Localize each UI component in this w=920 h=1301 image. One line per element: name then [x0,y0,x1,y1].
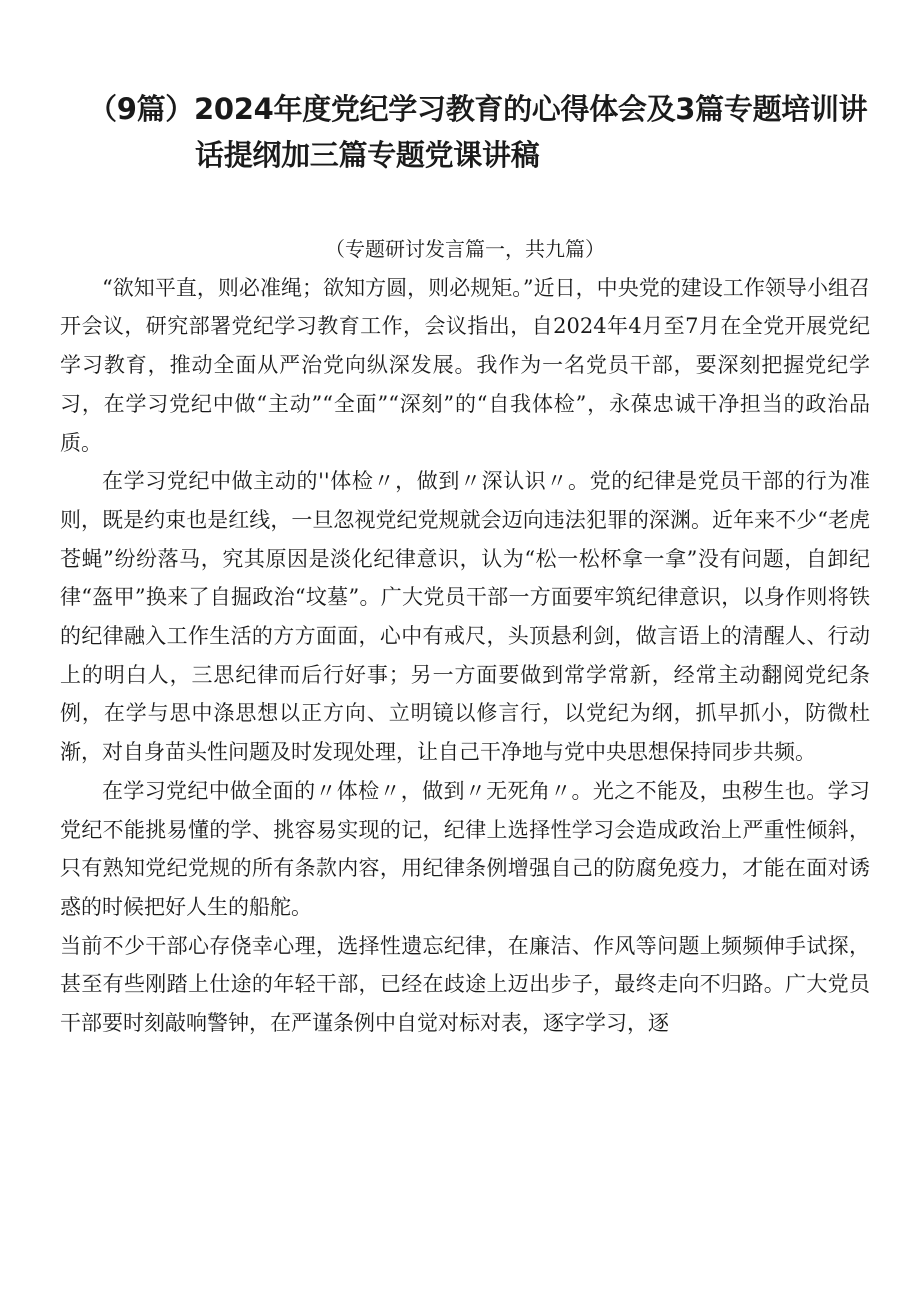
title-line-2: 话提纲加三篇专题党课讲稿 [195,138,540,172]
title-line-1: （9篇）2024年度党纪学习教育的心得体会及3篇专题培训讲 [88,92,868,126]
section-subtitle: （专题研讨发言篇一，共九篇） [325,237,605,261]
paragraph-3: 在学习党纪中做全面的〃体检〃，做到〃无死角〃。光之不能及，虫秽生也。学习党纪不能挑易懂的学、挑容易实现的记，纪律上选择性学习会造成政治上严重性倾斜，只有熟知党纪党规的所有条款内容，用纪律条例增强自己的防腐免疫力，才能在面对诱惑的时候把好人生的船舵。 [60,778,870,919]
paragraph-2: 在学习党纪中做主动的''体检〃，做到〃深认识〃。党的纪律是党员干部的行为准则，既是约束也是红线，一旦忽视党纪党规就会迈向违法犯罪的深渊。近年来不少“老虎苍蝇”纷纷落马，究其原因是淡化纪律意识，认为“松一松杯拿一拿”没有问题，自卸纪律“盔甲”换来了自掘政治“坟墓”。广大党员干部一方面要牢筑纪律意识，以身作则将铁的纪律融入工作生活的方方面面，心中有戒尺，头顶悬利剑，做言语上的清醒人、行动上的明白人，三思纪律而后行好事；另一方面要做到常学常新，经常主动翻阅党纪条例，在学与思中涤思想以正方向、立明镜以修言行，以党纪为纲，抓早抓小，防微杜渐，对自身苗头性问题及时发现处理，让自己干净地与党中央思想保持同步共频。 [60,469,870,765]
paragraph-1: “欲知平直，则必准绳；欲知方圆，则必规矩。”近日，中央党的建设工作领导小组召开会议，研究部署党纪学习教育工作，会议指出，自2024年4月至7月在全党开展党纪学习教育，推动全面从严治党向纵深发展。我作为一名党员干部，要深刻把握党纪学习，在学习党纪中做“主动”“全面”“深刻”的“自我体检”，永葆忠诚干净担当的政治品质。 [60,275,870,455]
document-body [60,230,870,1043]
paragraph-4: 当前不少干部心存侥幸心理，选择性遗忘纪律，在廉洁、作风等问题上频频伸手试探，甚至有些刚踏上仕途的年轻干部，已经在歧途上迈出步子，最终走向不归路。广大党员干部要时刻敲响警钟，在严谨条例中自觉对标对表，逐字学习，逐 [60,933,870,1036]
document-title [0,86,920,178]
